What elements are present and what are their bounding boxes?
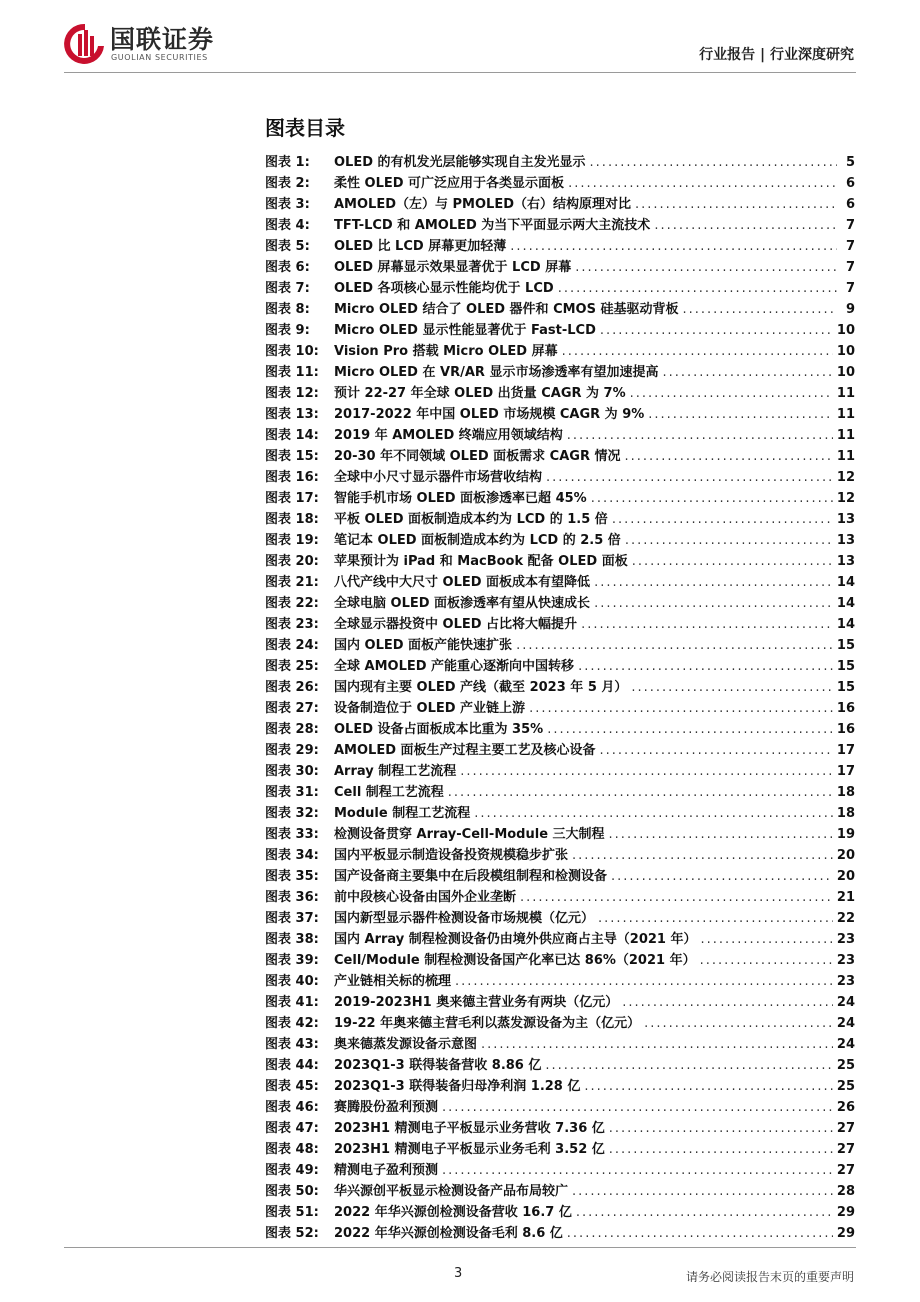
toc-entry[interactable] — [265, 277, 855, 298]
toc-entry-text: 平板 OLED 面板制造成本约为 LCD 的 1.5 倍 — [334, 512, 608, 527]
toc-entry-text: Micro OLED 结合了 OLED 器件和 CMOS 硅基驱动背板 — [334, 302, 679, 317]
toc-entry-label: 图表 32: — [265, 806, 319, 821]
toc-leader-dots — [632, 554, 833, 569]
toc-entry-page: 25 — [836, 1079, 855, 1094]
footer-divider — [64, 1247, 856, 1248]
toc-entry-label: 图表 50: — [265, 1184, 319, 1199]
toc-entry-text: 赛腾股份盈利预测 — [334, 1100, 439, 1115]
toc-entry-page: 13 — [836, 554, 855, 569]
toc-entry-text: 2022 年华兴源创检测设备毛利 8.6 亿 — [334, 1226, 563, 1241]
toc-entry-text: Micro OLED 显示性能显著优于 Fast-LCD — [334, 323, 596, 338]
toc-entry-label: 图表 39: — [265, 953, 319, 968]
toc-entry-label: 图表 24: — [265, 638, 319, 653]
toc-entry-text: 国内 Array 制程检测设备仍由境外供应商占主导（2021 年） — [334, 932, 697, 947]
toc-entry-label: 图表 7: — [265, 281, 310, 296]
toc-entry[interactable] — [265, 193, 855, 214]
toc-entry-label: 图表 38: — [265, 932, 319, 947]
toc-leader-dots — [594, 575, 833, 590]
toc-entry-page: 13 — [836, 512, 855, 527]
toc-entry[interactable] — [265, 718, 855, 739]
toc-entry-page: 23 — [836, 932, 855, 947]
toc-entry[interactable] — [265, 949, 855, 970]
toc-entry[interactable] — [265, 907, 855, 928]
company-name-cn: 国联证券 — [110, 25, 215, 54]
toc-leader-dots — [442, 1163, 833, 1178]
toc-leader-dots — [625, 533, 833, 548]
toc-entry-page: 10 — [836, 344, 855, 359]
toc-entry-label: 图表 27: — [265, 701, 319, 716]
toc-entry-label: 图表 22: — [265, 596, 319, 611]
toc-entry[interactable] — [265, 319, 855, 340]
toc-entry-page: 15 — [836, 659, 855, 674]
toc-entry-label: 图表 8: — [265, 302, 310, 317]
toc-leader-dots — [622, 995, 833, 1010]
toc-leader-dots — [611, 869, 833, 884]
toc-entry[interactable] — [265, 991, 855, 1012]
toc-leader-dots — [654, 218, 837, 233]
toc-entry-label: 图表 9: — [265, 323, 310, 338]
toc-entry-text: 2019 年 AMOLED 终端应用领域结构 — [334, 428, 563, 443]
toc-leader-dots — [567, 428, 833, 443]
toc-entry-page: 17 — [836, 743, 855, 758]
toc-entry[interactable] — [265, 1117, 855, 1138]
toc-entry-text: 柔性 OLED 可广泛应用于各类显示面板 — [334, 176, 565, 191]
toc-entry-text: 预计 22-27 年全球 OLED 出货量 CAGR 为 7% — [334, 386, 626, 401]
toc-entry-page: 15 — [836, 680, 855, 695]
toc-entry[interactable] — [265, 760, 855, 781]
toc-entry[interactable] — [265, 592, 855, 613]
toc-entry[interactable] — [265, 151, 855, 172]
toc-entry-label: 图表 1: — [265, 155, 310, 170]
toc-entry-page: 20 — [836, 848, 855, 863]
toc-entry-label: 图表 46: — [265, 1100, 319, 1115]
toc-entry-text: 苹果预计为 iPad 和 MacBook 配备 OLED 面板 — [334, 554, 628, 569]
toc-leader-dots — [600, 323, 833, 338]
toc-entry[interactable] — [265, 697, 855, 718]
toc-entry-text: OLED 屏幕显示效果显著优于 LCD 屏幕 — [334, 260, 572, 275]
toc-entry[interactable] — [265, 844, 855, 865]
toc-entry-text: 前中段核心设备由国外企业垄断 — [334, 890, 517, 905]
toc-leader-dots — [547, 722, 833, 737]
toc-entry-text: 国产设备商主要集中在后段模组制程和检测设备 — [334, 869, 608, 884]
toc-entry-text: 检测设备贯穿 Array-Cell-Module 三大制程 — [334, 827, 605, 842]
toc-entry-label: 图表 51: — [265, 1205, 319, 1220]
toc-entry-text: 国内 OLED 面板产能快速扩张 — [334, 638, 513, 653]
toc-entry[interactable] — [265, 1201, 855, 1222]
toc-entry-page: 24 — [836, 995, 855, 1010]
toc-entry-label: 图表 35: — [265, 869, 319, 884]
toc-leader-dots — [442, 1100, 833, 1115]
toc-entry[interactable] — [265, 1054, 855, 1075]
toc-entry[interactable] — [265, 235, 855, 256]
toc-entry-page: 11 — [836, 386, 855, 401]
toc-entry-text: 国内新型显示器件检测设备市场规模（亿元） — [334, 911, 595, 926]
toc-entry-page: 16 — [836, 701, 855, 716]
header-divider — [64, 72, 856, 73]
toc-entry-text: 全球中小尺寸显示器件市场营收结构 — [334, 470, 543, 485]
toc-entry-label: 图表 45: — [265, 1079, 319, 1094]
toc-entry-text: AMOLED（左）与 PMOLED（右）结构原理对比 — [334, 197, 632, 212]
toc-entry-text: 2023H1 精测电子平板显示业务营收 7.36 亿 — [334, 1121, 605, 1136]
toc-entry-label: 图表 31: — [265, 785, 319, 800]
report-type: 行业报告 | 行业深度研究 — [699, 47, 854, 63]
toc-leader-dots — [600, 743, 833, 758]
toc-entry-label: 图表 49: — [265, 1163, 319, 1178]
toc-leader-dots — [581, 617, 833, 632]
toc-entry-label: 图表 34: — [265, 848, 319, 863]
toc-leader-dots — [598, 911, 833, 926]
toc-entry-label: 图表 30: — [265, 764, 319, 779]
toc-entry-text: 全球 AMOLED 产能重心逐渐向中国转移 — [334, 659, 575, 674]
toc-entry-page: 10 — [836, 365, 855, 380]
toc-entry-label: 图表 3: — [265, 197, 310, 212]
toc-leader-dots — [567, 1226, 833, 1241]
toc-leader-dots — [683, 302, 837, 317]
toc-entry-page: 25 — [836, 1058, 855, 1073]
toc-title: 图表目录 — [265, 116, 345, 140]
toc-entry-text: Vision Pro 搭载 Micro OLED 屏幕 — [334, 344, 558, 359]
toc-entry-page: 19 — [836, 827, 855, 842]
toc-entry[interactable] — [265, 1075, 855, 1096]
toc-leader-dots — [631, 680, 833, 695]
toc-entry-label: 图表 44: — [265, 1058, 319, 1073]
toc-entry-label: 图表 36: — [265, 890, 319, 905]
toc-entry[interactable] — [265, 781, 855, 802]
toc-entry[interactable] — [265, 340, 855, 361]
toc-entry-page: 28 — [836, 1184, 855, 1199]
toc-entry-page: 24 — [836, 1037, 855, 1052]
toc-leader-dots — [510, 239, 837, 254]
toc-entry-label: 图表 43: — [265, 1037, 319, 1052]
toc-entry-label: 图表 14: — [265, 428, 319, 443]
toc-entry-page: 6 — [845, 176, 855, 191]
toc-entry[interactable] — [265, 928, 855, 949]
toc-entry-label: 图表 13: — [265, 407, 319, 422]
toc-entry-page: 14 — [836, 596, 855, 611]
toc-leader-dots — [558, 281, 837, 296]
toc-entry[interactable] — [265, 403, 855, 424]
toc-entry[interactable] — [265, 529, 855, 550]
toc-entry-label: 图表 52: — [265, 1226, 319, 1241]
toc-entry-text: OLED 各项核心显示性能均优于 LCD — [334, 281, 554, 296]
toc-entry-text: OLED 的有机发光层能够实现自主发光显示 — [334, 155, 586, 170]
toc-entry-page: 24 — [836, 1016, 855, 1031]
toc-entry-label: 图表 41: — [265, 995, 319, 1010]
toc-entry-text: Module 制程工艺流程 — [334, 806, 471, 821]
toc-entry-text: 设备制造位于 OLED 产业链上游 — [334, 701, 526, 716]
toc-entry-page: 11 — [836, 449, 855, 464]
toc-entry-text: 全球显示器投资中 OLED 占比将大幅提升 — [334, 617, 578, 632]
toc-entry[interactable] — [265, 886, 855, 907]
toc-entry[interactable] — [265, 1180, 855, 1201]
toc-entry-label: 图表 12: — [265, 386, 319, 401]
toc-entry-text: 2023H1 精测电子平板显示业务毛利 3.52 亿 — [334, 1142, 605, 1157]
toc-leader-dots — [590, 155, 837, 170]
toc-entry-label: 图表 25: — [265, 659, 319, 674]
toc-entry[interactable] — [265, 382, 855, 403]
page-number: 3 — [454, 1266, 463, 1281]
toc-entry-page: 27 — [836, 1142, 855, 1157]
toc-entry-text: 国内平板显示制造设备投资规模稳步扩张 — [334, 848, 569, 863]
toc-entry[interactable] — [265, 424, 855, 445]
toc-entry-text: OLED 比 LCD 屏幕更加轻薄 — [334, 239, 507, 254]
toc-entry-page: 6 — [845, 197, 855, 212]
toc-entry-page: 29 — [836, 1226, 855, 1241]
toc-entry-text: Array 制程工艺流程 — [334, 764, 457, 779]
toc-entry-label: 图表 15: — [265, 449, 319, 464]
toc-entry-page: 7 — [845, 260, 855, 275]
toc-entry[interactable] — [265, 445, 855, 466]
toc-entry-label: 图表 4: — [265, 218, 310, 233]
toc-entry[interactable] — [265, 1033, 855, 1054]
toc-entry[interactable] — [265, 865, 855, 886]
toc-entry[interactable] — [265, 1096, 855, 1117]
toc-leader-dots — [576, 1205, 833, 1220]
toc-leader-dots — [591, 491, 833, 506]
toc-entry[interactable] — [265, 550, 855, 571]
toc-leader-dots — [545, 1058, 833, 1073]
toc-entry-label: 图表 20: — [265, 554, 319, 569]
toc-entry-page: 23 — [836, 974, 855, 989]
toc-entry-page: 12 — [836, 470, 855, 485]
toc-leader-dots — [455, 974, 833, 989]
toc-entry-page: 14 — [836, 575, 855, 590]
toc-leader-dots — [609, 1121, 833, 1136]
toc-entry-page: 27 — [836, 1121, 855, 1136]
toc-entry-page: 16 — [836, 722, 855, 737]
company-logo — [64, 20, 244, 70]
disclaimer: 请务必阅读报告末页的重要声明 — [685, 1270, 854, 1284]
toc-leader-dots — [578, 659, 833, 674]
toc-leader-dots — [630, 386, 833, 401]
toc-leader-dots — [584, 1079, 833, 1094]
toc-entry-page: 9 — [845, 302, 855, 317]
toc-leader-dots — [612, 512, 833, 527]
toc-entry-text: 全球电脑 OLED 面板渗透率有望从快速成长 — [334, 596, 591, 611]
page-header — [0, 0, 920, 76]
toc-entry-label: 图表 47: — [265, 1121, 319, 1136]
toc-leader-dots — [609, 827, 833, 842]
toc-leader-dots — [609, 1142, 833, 1157]
toc-entry-label: 图表 23: — [265, 617, 319, 632]
toc-entry-text: AMOLED 面板生产过程主要工艺及核心设备 — [334, 743, 596, 758]
toc-leader-dots — [701, 932, 833, 947]
toc-entry[interactable] — [265, 1222, 855, 1243]
toc-entry-text: 2022 年华兴源创检测设备营收 16.7 亿 — [334, 1205, 572, 1220]
toc-entry[interactable] — [265, 1138, 855, 1159]
toc-entry[interactable] — [265, 613, 855, 634]
toc-entry-label: 图表 37: — [265, 911, 319, 926]
toc-entry-text: 2017-2022 年中国 OLED 市场规模 CAGR 为 9% — [334, 407, 645, 422]
toc-leader-dots — [562, 344, 833, 359]
toc-entry[interactable] — [265, 172, 855, 193]
toc-entry-page: 7 — [845, 218, 855, 233]
toc-leader-dots — [662, 365, 832, 380]
toc-entry[interactable] — [265, 1012, 855, 1033]
toc-entry-page: 10 — [836, 323, 855, 338]
toc-entry-text: 20-30 年不同领域 OLED 面板需求 CAGR 情况 — [334, 449, 621, 464]
toc-leader-dots — [481, 1037, 833, 1052]
toc-entry-page: 29 — [836, 1205, 855, 1220]
toc-entry[interactable] — [265, 634, 855, 655]
toc-entry-page: 12 — [836, 491, 855, 506]
toc-leader-dots — [648, 407, 833, 422]
toc-leader-dots — [520, 890, 833, 905]
toc-entry-label: 图表 33: — [265, 827, 319, 842]
toc-entry-text: Cell 制程工艺流程 — [334, 785, 444, 800]
toc-leader-dots — [568, 176, 837, 191]
toc-entry-page: 11 — [836, 428, 855, 443]
toc-entry-page: 18 — [836, 785, 855, 800]
toc-entry-text: 笔记本 OLED 面板制造成本约为 LCD 的 2.5 倍 — [334, 533, 621, 548]
toc-entry-label: 图表 26: — [265, 680, 319, 695]
toc-entry[interactable] — [265, 571, 855, 592]
toc-entry-text: 2023Q1-3 联得装备营收 8.86 亿 — [334, 1058, 542, 1073]
toc-leader-dots — [625, 449, 833, 464]
toc-entry-page: 7 — [845, 281, 855, 296]
toc-entry-text: 产业链相关标的梳理 — [334, 974, 452, 989]
toc-entry[interactable] — [265, 298, 855, 319]
toc-entry-text: 2023Q1-3 联得装备归母净利润 1.28 亿 — [334, 1079, 581, 1094]
toc-entry[interactable] — [265, 676, 855, 697]
toc-leader-dots — [529, 701, 833, 716]
toc-entry-text: 华兴源创平板显示检测设备产品布局较广 — [334, 1184, 569, 1199]
toc-leader-dots — [635, 197, 837, 212]
toc-entry-page: 5 — [845, 155, 855, 170]
toc-entry-label: 图表 40: — [265, 974, 319, 989]
toc-entry-page: 17 — [836, 764, 855, 779]
toc-leader-dots — [546, 470, 833, 485]
toc-entry-label: 图表 21: — [265, 575, 319, 590]
toc-entry-text: 2019-2023H1 奥来德主营业务有两块（亿元） — [334, 995, 619, 1010]
toc-entry-page: 7 — [845, 239, 855, 254]
toc-entry-text: 智能手机市场 OLED 面板渗透率已超 45% — [334, 491, 587, 506]
toc-leader-dots — [474, 806, 833, 821]
toc-entry-label: 图表 11: — [265, 365, 319, 380]
toc-entry[interactable] — [265, 1159, 855, 1180]
toc-entry-label: 图表 18: — [265, 512, 319, 527]
toc-entry-page: 14 — [836, 617, 855, 632]
toc-entry-label: 图表 29: — [265, 743, 319, 758]
toc-entry[interactable] — [265, 802, 855, 823]
toc-entry-text: Micro OLED 在 VR/AR 显示市场渗透率有望加速提高 — [334, 365, 659, 380]
toc-entry-text: 19-22 年奥来德主营毛利以蒸发源设备为主（亿元） — [334, 1016, 641, 1031]
toc-leader-dots — [460, 764, 833, 779]
toc-entry-page: 15 — [836, 638, 855, 653]
toc-entry[interactable] — [265, 970, 855, 991]
toc-entry-label: 图表 6: — [265, 260, 310, 275]
toc-entry[interactable] — [265, 487, 855, 508]
guolian-logo-icon — [64, 20, 106, 70]
toc-list — [265, 151, 855, 1243]
toc-leader-dots — [644, 1016, 833, 1031]
toc-leader-dots — [516, 638, 833, 653]
toc-entry-label: 图表 48: — [265, 1142, 319, 1157]
toc-entry-page: 11 — [836, 407, 855, 422]
toc-entry[interactable] — [265, 508, 855, 529]
toc-entry[interactable] — [265, 214, 855, 235]
toc-entry-page: 27 — [836, 1163, 855, 1178]
toc-entry-text: 国内现有主要 OLED 产线（截至 2023 年 5 月） — [334, 680, 628, 695]
toc-entry-label: 图表 17: — [265, 491, 319, 506]
toc-entry-page: 18 — [836, 806, 855, 821]
toc-leader-dots — [572, 1184, 833, 1199]
toc-entry-text: OLED 设备占面板成本比重为 35% — [334, 722, 544, 737]
toc-entry[interactable] — [265, 361, 855, 382]
toc-entry-page: 23 — [836, 953, 855, 968]
toc-entry-label: 图表 2: — [265, 176, 310, 191]
toc-entry-label: 图表 5: — [265, 239, 310, 254]
toc-leader-dots — [575, 260, 837, 275]
toc-leader-dots — [448, 785, 833, 800]
toc-entry-page: 22 — [836, 911, 855, 926]
toc-entry[interactable] — [265, 256, 855, 277]
toc-entry[interactable] — [265, 739, 855, 760]
toc-entry-label: 图表 28: — [265, 722, 319, 737]
toc-entry-text: 八代产线中大尺寸 OLED 面板成本有望降低 — [334, 575, 591, 590]
toc-leader-dots — [700, 953, 833, 968]
toc-entry-label: 图表 42: — [265, 1016, 319, 1031]
toc-entry-text: 奥来德蒸发源设备示意图 — [334, 1037, 478, 1052]
toc-entry-label: 图表 16: — [265, 470, 319, 485]
company-name-en: GUOLIAN SECURITIES — [111, 53, 208, 62]
toc-entry-page: 20 — [836, 869, 855, 884]
toc-entry-page: 26 — [836, 1100, 855, 1115]
toc-entry-text: Cell/Module 制程检测设备国产化率已达 86%（2021 年） — [334, 953, 696, 968]
toc-entry-page: 21 — [836, 890, 855, 905]
toc-leader-dots — [572, 848, 833, 863]
toc-leader-dots — [594, 596, 833, 611]
toc-entry[interactable] — [265, 823, 855, 844]
toc-entry[interactable] — [265, 466, 855, 487]
toc-entry-label: 图表 10: — [265, 344, 319, 359]
toc-entry[interactable] — [265, 655, 855, 676]
toc-entry-text: 精测电子盈利预测 — [334, 1163, 439, 1178]
toc-entry-text: TFT-LCD 和 AMOLED 为当下平面显示两大主流技术 — [334, 218, 651, 233]
toc-entry-label: 图表 19: — [265, 533, 319, 548]
toc-entry-page: 13 — [836, 533, 855, 548]
